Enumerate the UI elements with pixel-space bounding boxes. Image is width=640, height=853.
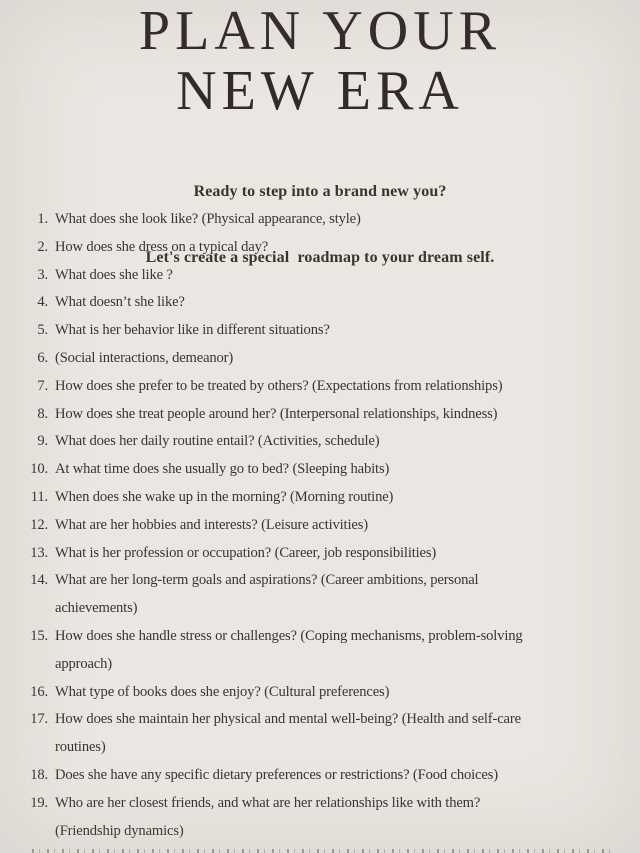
question-line: What does her daily routine entail? (Activities, schedule) — [55, 433, 380, 450]
question-line: (Friendship dynamics) — [55, 822, 184, 839]
list-item — [0, 762, 640, 790]
question-text — [55, 567, 640, 623]
question-text — [55, 373, 640, 401]
question-line: What doesn’t she like? — [55, 294, 185, 311]
question-text — [55, 762, 640, 790]
question-number: 9. — [37, 433, 48, 450]
question-line: Who are her closest friends, and what are her relationships like with them? — [55, 794, 481, 811]
page-title — [0, 0, 640, 121]
question-text — [55, 623, 640, 679]
question-number: 13. — [30, 544, 48, 561]
question-text — [55, 289, 640, 317]
list-item — [0, 206, 640, 234]
question-line: What is her profession or occupation? (Career, job responsibilities) — [55, 544, 437, 561]
question-line: achievements) — [55, 600, 138, 617]
question-number: 19. — [30, 794, 48, 811]
question-number: 3. — [37, 266, 48, 283]
question-line: routines) — [55, 739, 106, 756]
question-text — [55, 679, 640, 707]
question-line: What does she like ? — [55, 266, 173, 283]
question-number: 16. — [30, 683, 48, 700]
question-number: 1. — [37, 211, 48, 227]
question-line: How does she handle stress or challenges? (Coping mechanisms, problem-solving — [55, 627, 523, 644]
list-item — [0, 262, 640, 290]
question-number: 11. — [30, 488, 48, 505]
question-number: 7. — [37, 377, 48, 394]
list-item — [0, 234, 640, 262]
title-line-1: PLAN YOUR — [138, 0, 502, 62]
question-text — [55, 317, 640, 345]
question-number: 8. — [37, 405, 48, 422]
list-item — [0, 679, 640, 707]
question-line: What are her long-term goals and aspirations? (Career ambitions, personal — [55, 572, 479, 589]
question-line: What are her hobbies and interests? (Leisure activities) — [55, 516, 368, 533]
question-number: 12. — [30, 516, 48, 533]
title-line-2: NEW ERA — [176, 60, 464, 122]
question-text — [55, 456, 640, 484]
question-line: What is her behavior like in different situations? — [55, 322, 330, 339]
question-text — [55, 790, 640, 846]
question-text — [55, 428, 640, 456]
list-item — [0, 373, 640, 401]
question-number: 14. — [30, 572, 48, 589]
list-item — [0, 428, 640, 456]
list-item — [0, 345, 640, 373]
subtitle-line-1: Ready to step into a brand new you? — [193, 183, 447, 200]
question-line: What type of books does she enjoy? (Cultural preferences) — [55, 683, 390, 700]
list-item — [0, 512, 640, 540]
question-text — [55, 262, 640, 290]
question-line: At what time does she usually go to bed? (Sleeping habits) — [55, 461, 390, 478]
question-text — [55, 206, 640, 234]
question-line: How does she prefer to be treated by others? (Expectations from relationships) — [55, 377, 503, 394]
list-item — [0, 484, 640, 512]
list-item — [0, 567, 640, 623]
question-line: (Social interactions, demeanor) — [55, 349, 234, 366]
question-number: 10. — [30, 461, 48, 478]
question-line: approach) — [55, 655, 112, 672]
question-text — [55, 234, 640, 262]
list-item — [0, 289, 640, 317]
list-item — [0, 706, 640, 762]
question-text — [55, 401, 640, 429]
question-number: 2. — [37, 238, 48, 255]
question-line: What does she look like? (Physical appearance, style) — [55, 211, 361, 227]
question-text — [55, 345, 640, 373]
question-number: 4. — [37, 294, 48, 311]
questions-list — [0, 206, 640, 845]
question-line: When does she wake up in the morning? (Morning routine) — [55, 488, 394, 505]
question-number: 18. — [30, 766, 48, 783]
list-item — [0, 401, 640, 429]
question-text — [55, 484, 640, 512]
question-line: How does she dress on a typical day? — [55, 238, 269, 255]
list-item — [0, 317, 640, 345]
subtitle-line-2: Let's create a special roadmap to your dream self. — [145, 249, 495, 266]
list-item — [0, 540, 640, 568]
question-number: 17. — [30, 711, 48, 728]
question-line: Does she have any specific dietary preferences or restrictions? (Food choices) — [55, 766, 498, 783]
list-item — [0, 623, 640, 679]
question-line: How does she treat people around her? (Interpersonal relationships, kindness) — [55, 405, 498, 422]
question-line: How does she maintain her physical and mental well-being? (Health and self-care — [55, 711, 521, 728]
list-item — [0, 456, 640, 484]
question-number: 6. — [37, 349, 48, 366]
question-number: 15. — [30, 627, 48, 644]
question-number: 5. — [37, 322, 48, 339]
question-text — [55, 540, 640, 568]
question-text — [55, 706, 640, 762]
list-item — [0, 790, 640, 846]
truncated-text-line — [32, 849, 610, 853]
question-text — [55, 512, 640, 540]
